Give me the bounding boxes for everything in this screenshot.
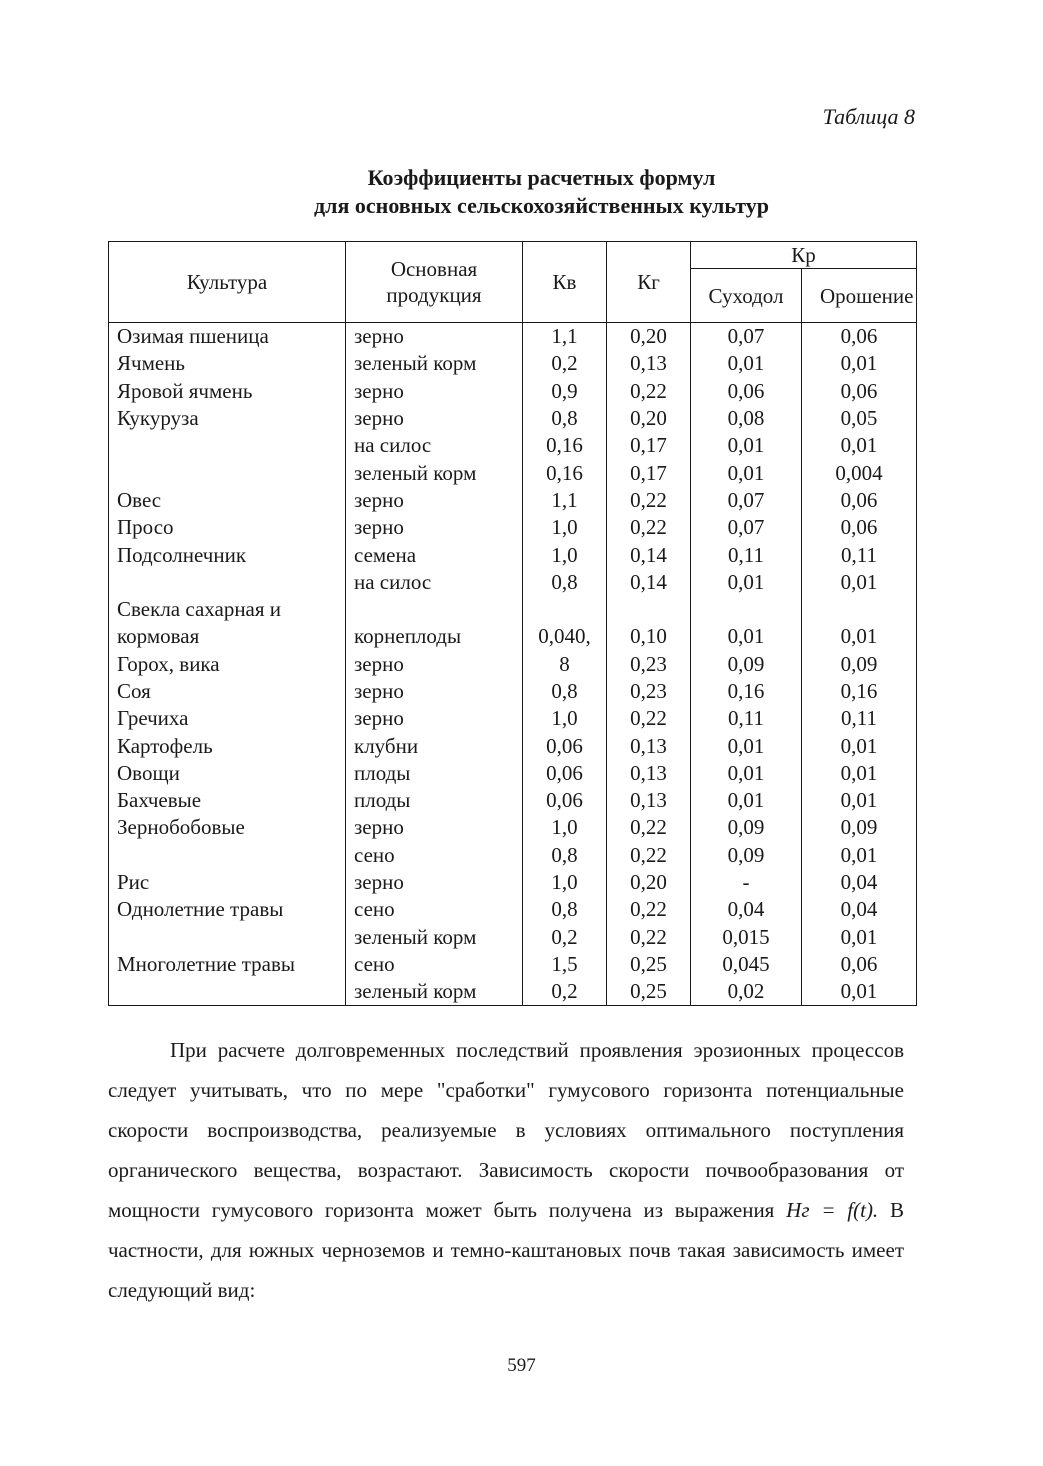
cell-irrigation: 0,01 — [802, 760, 917, 787]
coefficients-table — [108, 241, 917, 1006]
header-dry: Суходол — [691, 269, 802, 323]
cell-irrigation: 0,06 — [802, 378, 917, 405]
cell-culture: Рис — [109, 869, 346, 896]
cell-product: зеленый корм — [346, 978, 523, 1006]
cell-dry: 0,04 — [691, 896, 802, 923]
cell-product: сено — [346, 896, 523, 923]
cell-irrigation: 0,11 — [802, 705, 917, 732]
cell-kg: 0,22 — [607, 814, 691, 841]
cell-culture: Ячмень — [109, 350, 346, 377]
cell-culture: Гречиха — [109, 705, 346, 732]
cell-kg: 0,13 — [607, 732, 691, 759]
cell-product: зерно — [346, 814, 523, 841]
cell-culture — [109, 924, 346, 951]
table-row — [109, 541, 917, 568]
cell-kv: 8 — [523, 651, 607, 678]
table-row — [109, 350, 917, 377]
cell-product: плоды — [346, 787, 523, 814]
cell-kv: 0,9 — [523, 378, 607, 405]
cell-culture: Многолетние травы — [109, 951, 346, 978]
table-body — [109, 323, 917, 1006]
cell-kv: 1,1 — [523, 487, 607, 514]
cell-kg: 0,22 — [607, 705, 691, 732]
cell-dry: 0,07 — [691, 323, 802, 351]
cell-kv — [523, 596, 607, 623]
table-label: Таблица 8 — [822, 104, 915, 129]
cell-kv: 1,0 — [523, 541, 607, 568]
cell-product — [346, 596, 523, 623]
cell-irrigation: 0,01 — [802, 842, 917, 869]
cell-culture: кормовая — [109, 623, 346, 650]
paragraph-text — [108, 1030, 904, 1310]
cell-kv: 0,16 — [523, 459, 607, 486]
cell-product: зерно — [346, 678, 523, 705]
header-kg: Кг — [607, 242, 691, 323]
cell-kv: 1,5 — [523, 951, 607, 978]
cell-dry: 0,16 — [691, 678, 802, 705]
cell-kg: 0,22 — [607, 514, 691, 541]
cell-irrigation: 0,01 — [802, 787, 917, 814]
cell-kv: 0,06 — [523, 760, 607, 787]
cell-product: плоды — [346, 760, 523, 787]
table-row — [109, 896, 917, 923]
cell-kg: 0,13 — [607, 760, 691, 787]
paragraph-text-before: При расчете долговременных последствий проявления эрозионных процессов следует учитывать, что по мере "сработки" гумусового горизонта потенциальные скорости воспроизводства, реализуемые в условиях оптимального поступления органического вещества, возрастают. Зависимость скорости почвообразования от мощности гумусового горизонта может быть получена из выражения — [108, 1038, 904, 1222]
cell-kg: 0,20 — [607, 405, 691, 432]
cell-kg: 0,14 — [607, 541, 691, 568]
cell-dry: 0,045 — [691, 951, 802, 978]
cell-kv: 0,2 — [523, 350, 607, 377]
cell-irrigation: 0,06 — [802, 951, 917, 978]
cell-culture — [109, 432, 346, 459]
table-row — [109, 378, 917, 405]
header-irrigation: Орошение — [802, 269, 917, 323]
cell-irrigation: 0,01 — [802, 569, 917, 596]
page-number: 597 — [507, 1355, 536, 1376]
cell-kv: 1,0 — [523, 705, 607, 732]
table-row — [109, 978, 917, 1006]
table-row — [109, 487, 917, 514]
cell-kv: 0,040, — [523, 623, 607, 650]
cell-kg: 0,22 — [607, 378, 691, 405]
cell-culture: Овощи — [109, 760, 346, 787]
cell-irrigation: 0,11 — [802, 541, 917, 568]
cell-dry: 0,01 — [691, 760, 802, 787]
cell-kv: 0,8 — [523, 405, 607, 432]
cell-product: семена — [346, 541, 523, 568]
cell-culture: Соя — [109, 678, 346, 705]
cell-product: зерно — [346, 405, 523, 432]
formula: Hг = f(t). — [786, 1198, 879, 1222]
cell-kg: 0,25 — [607, 951, 691, 978]
cell-kv: 0,16 — [523, 432, 607, 459]
cell-irrigation: 0,04 — [802, 896, 917, 923]
cell-dry: 0,01 — [691, 787, 802, 814]
cell-dry: 0,07 — [691, 514, 802, 541]
cell-dry: 0,02 — [691, 978, 802, 1006]
cell-product: зерно — [346, 487, 523, 514]
cell-kg: 0,17 — [607, 432, 691, 459]
cell-irrigation: 0,09 — [802, 651, 917, 678]
cell-dry: 0,09 — [691, 651, 802, 678]
cell-culture — [109, 978, 346, 1006]
cell-irrigation: 0,01 — [802, 732, 917, 759]
cell-kg: 0,22 — [607, 924, 691, 951]
cell-culture: Зернобобовые — [109, 814, 346, 841]
cell-kv: 0,06 — [523, 787, 607, 814]
cell-kg: 0,25 — [607, 978, 691, 1006]
cell-dry: 0,01 — [691, 459, 802, 486]
table-row — [109, 323, 917, 351]
cell-dry: 0,08 — [691, 405, 802, 432]
body-paragraph — [108, 1030, 904, 1310]
cell-kg: 0,20 — [607, 323, 691, 351]
cell-kv: 1,0 — [523, 514, 607, 541]
cell-culture: Просо — [109, 514, 346, 541]
cell-culture: Картофель — [109, 732, 346, 759]
cell-product: сено — [346, 842, 523, 869]
cell-product: сено — [346, 951, 523, 978]
cell-kv: 0,8 — [523, 842, 607, 869]
cell-product: зерно — [346, 514, 523, 541]
cell-culture: Однолетние травы — [109, 896, 346, 923]
cell-culture: Горох, вика — [109, 651, 346, 678]
table-row — [109, 924, 917, 951]
cell-irrigation: 0,004 — [802, 459, 917, 486]
table-row — [109, 459, 917, 486]
cell-culture — [109, 459, 346, 486]
cell-dry: 0,06 — [691, 378, 802, 405]
cell-product: на силос — [346, 432, 523, 459]
cell-kv: 0,2 — [523, 978, 607, 1006]
cell-product: зеленый корм — [346, 924, 523, 951]
table-row — [109, 623, 917, 650]
cell-dry: 0,01 — [691, 732, 802, 759]
header-culture: Культура — [109, 242, 346, 323]
cell-kv: 1,0 — [523, 814, 607, 841]
cell-dry: 0,09 — [691, 814, 802, 841]
cell-irrigation: 0,01 — [802, 978, 917, 1006]
cell-product: зеленый корм — [346, 459, 523, 486]
cell-dry: 0,11 — [691, 705, 802, 732]
cell-irrigation: 0,06 — [802, 514, 917, 541]
paragraph-text-after: В частности, для южных черноземов и темно-каштановых почв такая зависимость имеет следующий вид: — [108, 1198, 904, 1302]
cell-kv: 0,8 — [523, 896, 607, 923]
table-row — [109, 705, 917, 732]
table-title — [0, 164, 1043, 220]
table-title-line-1: Коэффициенты расчетных формул — [367, 165, 716, 190]
cell-culture: Свекла сахарная и — [109, 596, 346, 623]
cell-kg: 0,13 — [607, 350, 691, 377]
cell-kg — [607, 596, 691, 623]
cell-kg: 0,22 — [607, 896, 691, 923]
cell-irrigation: 0,09 — [802, 814, 917, 841]
cell-product: зерно — [346, 705, 523, 732]
cell-irrigation: 0,05 — [802, 405, 917, 432]
cell-culture: Кукуруза — [109, 405, 346, 432]
table-row — [109, 405, 917, 432]
header-product: Основная продукция — [346, 242, 523, 323]
cell-product: зерно — [346, 869, 523, 896]
cell-kg: 0,14 — [607, 569, 691, 596]
table-row — [109, 732, 917, 759]
cell-dry: 0,07 — [691, 487, 802, 514]
cell-kg: 0,17 — [607, 459, 691, 486]
cell-product: зеленый корм — [346, 350, 523, 377]
table-row — [109, 951, 917, 978]
cell-dry: - — [691, 869, 802, 896]
cell-irrigation: 0,01 — [802, 350, 917, 377]
table-row — [109, 760, 917, 787]
cell-culture: Овес — [109, 487, 346, 514]
cell-culture: Бахчевые — [109, 787, 346, 814]
cell-culture — [109, 569, 346, 596]
cell-irrigation: 0,06 — [802, 487, 917, 514]
cell-product: на силос — [346, 569, 523, 596]
cell-irrigation: 0,01 — [802, 432, 917, 459]
cell-kg: 0,23 — [607, 678, 691, 705]
table-row — [109, 432, 917, 459]
cell-dry: 0,09 — [691, 842, 802, 869]
cell-irrigation: 0,01 — [802, 623, 917, 650]
cell-irrigation: 0,16 — [802, 678, 917, 705]
cell-kv: 0,2 — [523, 924, 607, 951]
table-row — [109, 678, 917, 705]
table-title-line-2: для основных сельскохозяйственных культур — [314, 193, 769, 218]
header-kp: Кр — [691, 242, 917, 269]
table-row — [109, 842, 917, 869]
cell-kv: 0,06 — [523, 732, 607, 759]
table-row — [109, 651, 917, 678]
cell-kv: 0,8 — [523, 569, 607, 596]
cell-dry: 0,01 — [691, 623, 802, 650]
table-row — [109, 869, 917, 896]
cell-irrigation: 0,01 — [802, 924, 917, 951]
table-row — [109, 814, 917, 841]
cell-dry: 0,01 — [691, 432, 802, 459]
cell-kv: 1,1 — [523, 323, 607, 351]
table-row — [109, 787, 917, 814]
cell-product: корнеплоды — [346, 623, 523, 650]
cell-culture — [109, 842, 346, 869]
cell-kg: 0,13 — [607, 787, 691, 814]
cell-dry — [691, 596, 802, 623]
cell-product: зерно — [346, 651, 523, 678]
table-row — [109, 569, 917, 596]
cell-culture: Озимая пшеница — [109, 323, 346, 351]
cell-kg: 0,10 — [607, 623, 691, 650]
cell-irrigation: 0,04 — [802, 869, 917, 896]
cell-irrigation: 0,06 — [802, 323, 917, 351]
cell-kg: 0,23 — [607, 651, 691, 678]
table-header — [109, 242, 917, 323]
cell-dry: 0,01 — [691, 569, 802, 596]
cell-kv: 1,0 — [523, 869, 607, 896]
cell-product: клубни — [346, 732, 523, 759]
cell-kg: 0,22 — [607, 487, 691, 514]
cell-kg: 0,22 — [607, 842, 691, 869]
cell-dry: 0,015 — [691, 924, 802, 951]
cell-dry: 0,11 — [691, 541, 802, 568]
cell-culture: Яровой ячмень — [109, 378, 346, 405]
header-kv: Кв — [523, 242, 607, 323]
cell-product: зерно — [346, 378, 523, 405]
cell-kg: 0,20 — [607, 869, 691, 896]
table-row — [109, 596, 917, 623]
table-row — [109, 514, 917, 541]
cell-product: зерно — [346, 323, 523, 351]
cell-irrigation — [802, 596, 917, 623]
cell-culture: Подсолнечник — [109, 541, 346, 568]
cell-kv: 0,8 — [523, 678, 607, 705]
cell-dry: 0,01 — [691, 350, 802, 377]
